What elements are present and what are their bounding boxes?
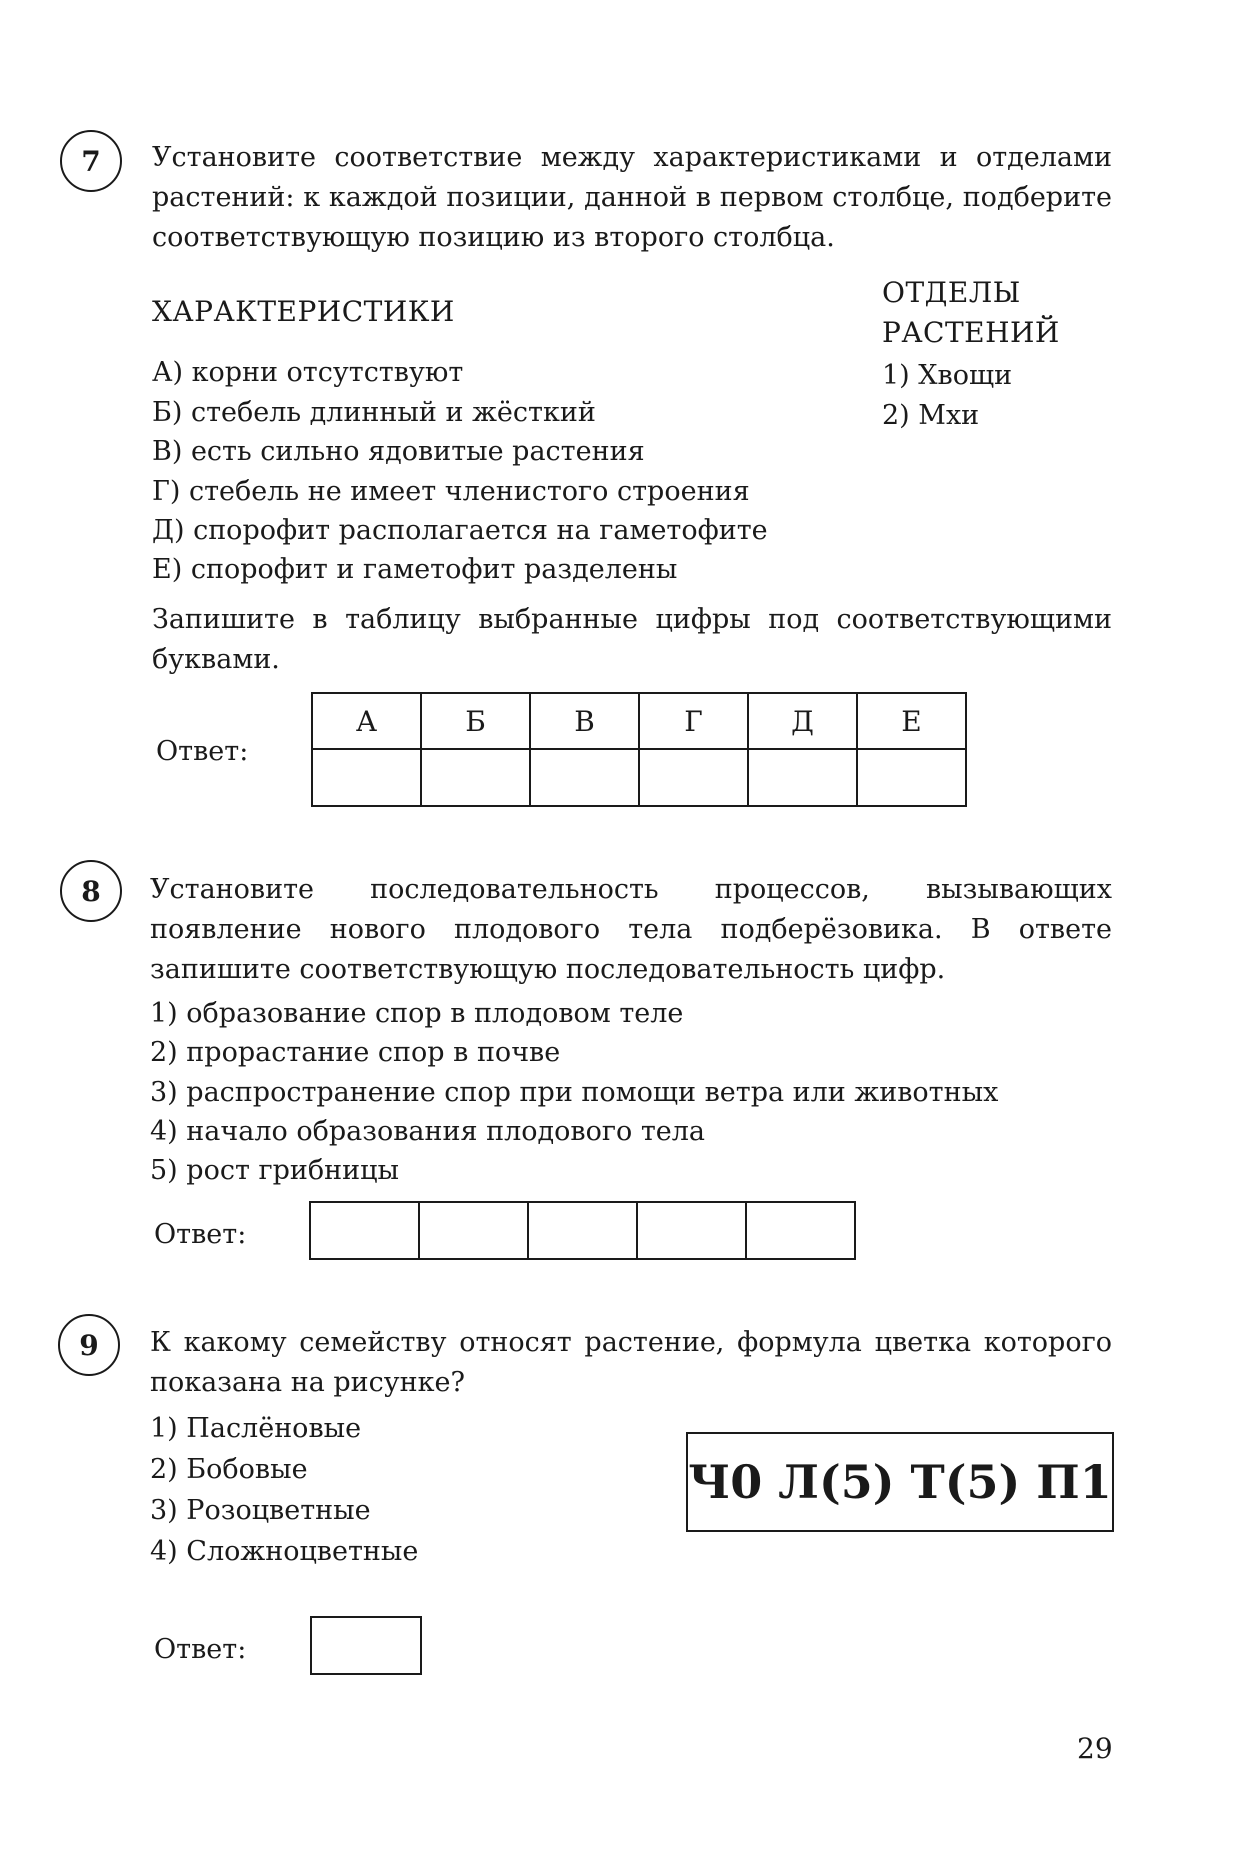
- question-9-answer-label: Ответ:: [154, 1634, 247, 1665]
- answer-cell[interactable]: [857, 749, 966, 806]
- question-8-answer-label: Ответ:: [154, 1219, 247, 1250]
- answer-cell[interactable]: [312, 749, 421, 806]
- answer-table-letter: Б: [421, 693, 530, 749]
- question-9-option: 2) Бобовые: [150, 1454, 308, 1485]
- division-item: 1) Хвощи: [882, 360, 1013, 391]
- question-7-answer-table: [311, 692, 967, 807]
- answer-table-letter: Д: [748, 693, 857, 749]
- characteristic-item: Е) спорофит и гаметофит разделены: [152, 554, 678, 585]
- characteristic-item: Г) стебель не имеет членистого строения: [152, 476, 750, 507]
- answer-cell[interactable]: [419, 1202, 528, 1259]
- question-9-text: К какому семейству относят растение, формула цветка которого показана на рисунке?: [150, 1327, 1112, 1398]
- page-number: 29: [1077, 1732, 1113, 1765]
- question-7-text: Установите соответствие между характеристиками и отделами растений: к каждой позиции, данной в первом столбце, подберите соответствующую позицию из второго столбца.: [152, 142, 1112, 253]
- question-8-text: Установите последовательность процессов, вызывающих появление нового плодового тела подберёзовика. В ответе запишите соответствующую последовательность цифр.: [150, 874, 1112, 985]
- question-7-instruction: Запишите в таблицу выбранные цифры под соответствующими буквами.: [152, 604, 1112, 675]
- answer-table-header-row: [312, 693, 966, 749]
- answer-cell[interactable]: [748, 749, 857, 806]
- question-9-option: 4) Сложноцветные: [150, 1536, 419, 1567]
- characteristic-item: Д) спорофит располагается на гаметофите: [152, 515, 768, 546]
- question-9-number: 9: [58, 1314, 120, 1376]
- characteristic-item: В) есть сильно ядовитые растения: [152, 436, 645, 467]
- answer-cell[interactable]: [637, 1202, 746, 1259]
- question-7-answer-label: Ответ:: [156, 736, 249, 767]
- answer-cell[interactable]: [421, 749, 530, 806]
- question-8-option: 5) рост грибницы: [150, 1155, 399, 1186]
- question-9-answer-box: [310, 1616, 422, 1675]
- characteristics-heading: ХАРАКТЕРИСТИКИ: [152, 295, 455, 328]
- answer-cell[interactable]: [528, 1202, 637, 1259]
- answer-cell[interactable]: [310, 1202, 419, 1259]
- answer-table-letter: А: [312, 693, 421, 749]
- question-9-option: 1) Паслёновые: [150, 1413, 362, 1444]
- question-8-answer-boxes: [309, 1201, 856, 1260]
- flower-formula: Ч0 Л(5) Т(5) П1: [688, 1455, 1112, 1509]
- answer-table-letter: Е: [857, 693, 966, 749]
- divisions-heading-line2: РАСТЕНИЙ: [882, 316, 1060, 349]
- division-item: 2) Мхи: [882, 400, 980, 431]
- characteristic-item: А) корни отсутствуют: [152, 357, 464, 388]
- question-9-option: 3) Розоцветные: [150, 1495, 371, 1526]
- question-8-option: 3) распространение спор при помощи ветра или животных: [150, 1077, 999, 1108]
- answer-table-input-row: [312, 749, 966, 806]
- question-8-number: 8: [60, 860, 122, 922]
- answer-table-letter: В: [530, 693, 639, 749]
- question-8-option: 1) образование спор в плодовом теле: [150, 998, 684, 1029]
- answer-cell[interactable]: [530, 749, 639, 806]
- question-8-option: 2) прорастание спор в почве: [150, 1037, 561, 1068]
- question-8-option: 4) начало образования плодового тела: [150, 1116, 705, 1147]
- question-7-number: 7: [60, 130, 122, 192]
- flower-formula-box: [686, 1432, 1114, 1532]
- answer-cell[interactable]: [311, 1617, 421, 1674]
- answer-cell[interactable]: [639, 749, 748, 806]
- divisions-heading-line1: ОТДЕЛЫ: [882, 276, 1021, 309]
- answer-table-letter: Г: [639, 693, 748, 749]
- answer-cell[interactable]: [746, 1202, 855, 1259]
- characteristic-item: Б) стебель длинный и жёсткий: [152, 397, 596, 428]
